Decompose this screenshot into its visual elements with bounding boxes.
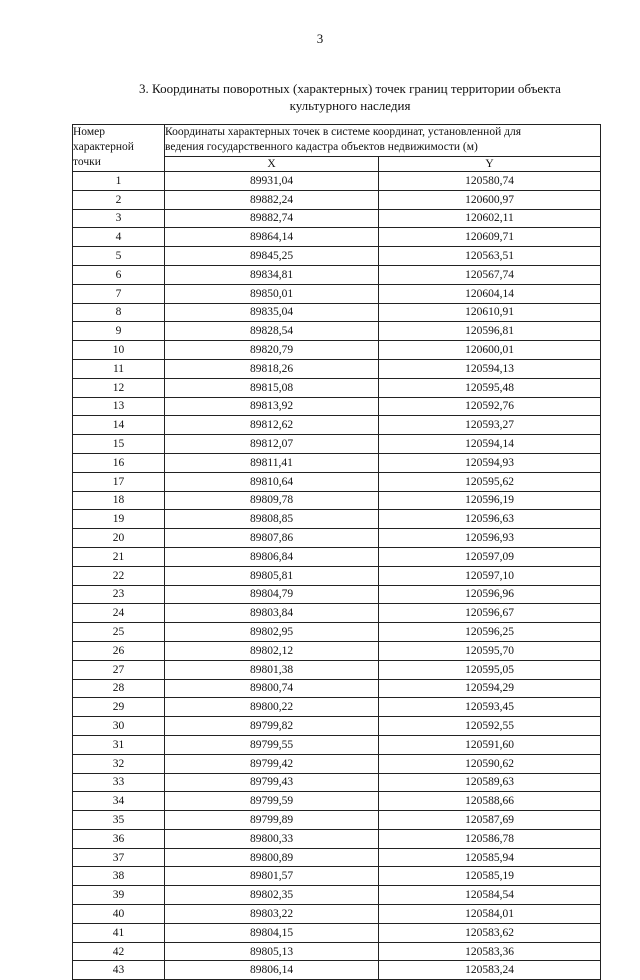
y-coordinate-cell: 120602,11: [379, 209, 601, 228]
x-coordinate-cell: 89799,59: [165, 792, 379, 811]
y-coordinate-cell: 120584,01: [379, 905, 601, 924]
x-column-header: X: [165, 156, 379, 171]
point-number-cell: 11: [73, 359, 165, 378]
y-coordinate-cell: 120580,74: [379, 172, 601, 191]
point-number-cell: 34: [73, 792, 165, 811]
point-number-cell: 17: [73, 472, 165, 491]
table-row: [73, 660, 601, 679]
table-row: [73, 923, 601, 942]
table-row: [73, 472, 601, 491]
x-coordinate-cell: 89805,13: [165, 942, 379, 961]
y-coordinate-cell: 120600,97: [379, 190, 601, 209]
table-row: [73, 961, 601, 980]
point-number-cell: 31: [73, 735, 165, 754]
y-coordinate-cell: 120583,36: [379, 942, 601, 961]
point-number-cell: 2: [73, 190, 165, 209]
table-row: [73, 247, 601, 266]
point-number-header-line-3: точки: [73, 156, 101, 168]
table-row: [73, 604, 601, 623]
point-number-cell: 4: [73, 228, 165, 247]
table-row: [73, 303, 601, 322]
point-number-cell: 7: [73, 284, 165, 303]
table-row: [73, 905, 601, 924]
point-number-cell: 3: [73, 209, 165, 228]
point-number-cell: 25: [73, 623, 165, 642]
x-coordinate-cell: 89803,22: [165, 905, 379, 924]
point-number-cell: 15: [73, 435, 165, 454]
x-coordinate-cell: 89828,54: [165, 322, 379, 341]
x-coordinate-cell: 89806,14: [165, 961, 379, 980]
y-coordinate-cell: 120593,27: [379, 416, 601, 435]
table-row: [73, 190, 601, 209]
y-column-header: Y: [379, 156, 601, 171]
table-row: [73, 209, 601, 228]
coordinates-header: [165, 125, 601, 157]
y-coordinate-cell: 120567,74: [379, 265, 601, 284]
x-coordinate-cell: 89801,57: [165, 867, 379, 886]
point-number-cell: 28: [73, 679, 165, 698]
y-coordinate-cell: 120594,93: [379, 453, 601, 472]
x-coordinate-cell: 89815,08: [165, 378, 379, 397]
y-coordinate-cell: 120596,25: [379, 623, 601, 642]
y-coordinate-cell: 120594,29: [379, 679, 601, 698]
x-coordinate-cell: 89799,55: [165, 735, 379, 754]
point-number-cell: 29: [73, 698, 165, 717]
x-coordinate-cell: 89802,95: [165, 623, 379, 642]
x-coordinate-cell: 89850,01: [165, 284, 379, 303]
table-row: [73, 322, 601, 341]
x-coordinate-cell: 89799,89: [165, 811, 379, 830]
x-coordinate-cell: 89882,74: [165, 209, 379, 228]
x-coordinate-cell: 89805,81: [165, 566, 379, 585]
y-coordinate-cell: 120587,69: [379, 811, 601, 830]
table-row: [73, 566, 601, 585]
x-coordinate-cell: 89810,64: [165, 472, 379, 491]
x-coordinate-cell: 89812,62: [165, 416, 379, 435]
section-heading-line-2: культурного наследия: [289, 98, 411, 113]
table-row: [73, 510, 601, 529]
point-number-cell: 19: [73, 510, 165, 529]
y-coordinate-cell: 120600,01: [379, 341, 601, 360]
table-row: [73, 172, 601, 191]
x-coordinate-cell: 89804,15: [165, 923, 379, 942]
table-row: [73, 641, 601, 660]
x-coordinate-cell: 89807,86: [165, 529, 379, 548]
point-number-header: [73, 125, 165, 172]
x-coordinate-cell: 89845,25: [165, 247, 379, 266]
x-coordinate-cell: 89808,85: [165, 510, 379, 529]
point-number-cell: 35: [73, 811, 165, 830]
point-number-cell: 14: [73, 416, 165, 435]
table-row: [73, 717, 601, 736]
point-number-cell: 42: [73, 942, 165, 961]
y-coordinate-cell: 120596,81: [379, 322, 601, 341]
point-number-cell: 32: [73, 754, 165, 773]
table-row: [73, 886, 601, 905]
table-row: [73, 811, 601, 830]
point-number-cell: 30: [73, 717, 165, 736]
table-row: [73, 623, 601, 642]
point-number-cell: 36: [73, 829, 165, 848]
table-row: [73, 341, 601, 360]
point-number-cell: 12: [73, 378, 165, 397]
point-number-cell: 38: [73, 867, 165, 886]
point-number-cell: 21: [73, 547, 165, 566]
x-coordinate-cell: 89800,74: [165, 679, 379, 698]
point-number-cell: 1: [73, 172, 165, 191]
point-number-cell: 16: [73, 453, 165, 472]
table-row: [73, 284, 601, 303]
table-row: [73, 491, 601, 510]
coordinates-header-line-2: ведения государственного кадастра объектов недвижимости (м): [165, 141, 478, 153]
y-coordinate-cell: 120595,62: [379, 472, 601, 491]
point-number-cell: 18: [73, 491, 165, 510]
point-number-cell: 43: [73, 961, 165, 980]
y-coordinate-cell: 120592,55: [379, 717, 601, 736]
x-coordinate-cell: 89820,79: [165, 341, 379, 360]
y-coordinate-cell: 120596,19: [379, 491, 601, 510]
x-coordinate-cell: 89813,92: [165, 397, 379, 416]
x-coordinate-cell: 89809,78: [165, 491, 379, 510]
table-row: [73, 529, 601, 548]
table-row: [73, 792, 601, 811]
x-coordinate-cell: 89835,04: [165, 303, 379, 322]
x-coordinate-cell: 89803,84: [165, 604, 379, 623]
y-coordinate-cell: 120584,54: [379, 886, 601, 905]
point-number-cell: 20: [73, 529, 165, 548]
section-heading: [70, 80, 630, 114]
table-row: [73, 378, 601, 397]
point-number-cell: 22: [73, 566, 165, 585]
table-row: [73, 265, 601, 284]
page-number: 3: [316, 31, 324, 46]
x-coordinate-cell: 89931,04: [165, 172, 379, 191]
table-row: [73, 416, 601, 435]
point-number-cell: 5: [73, 247, 165, 266]
table-row: [73, 397, 601, 416]
point-number-cell: 10: [73, 341, 165, 360]
x-coordinate-cell: 89834,81: [165, 265, 379, 284]
y-coordinate-cell: 120585,19: [379, 867, 601, 886]
y-coordinate-cell: 120588,66: [379, 792, 601, 811]
y-coordinate-cell: 120597,09: [379, 547, 601, 566]
x-coordinate-cell: 89799,82: [165, 717, 379, 736]
y-coordinate-cell: 120585,94: [379, 848, 601, 867]
table-row: [73, 754, 601, 773]
x-coordinate-cell: 89864,14: [165, 228, 379, 247]
table-body: [73, 172, 601, 980]
table-row: [73, 867, 601, 886]
y-coordinate-cell: 120593,45: [379, 698, 601, 717]
point-number-header-line-1: Номер: [73, 126, 105, 138]
section-heading-line-1: 3. Координаты поворотных (характерных) точек границ территории объекта: [139, 81, 561, 96]
x-coordinate-cell: 89811,41: [165, 453, 379, 472]
point-number-cell: 13: [73, 397, 165, 416]
y-coordinate-cell: 120597,10: [379, 566, 601, 585]
y-coordinate-cell: 120592,76: [379, 397, 601, 416]
point-number-cell: 24: [73, 604, 165, 623]
point-number-header-line-2: характерной: [73, 141, 134, 153]
y-coordinate-cell: 120596,63: [379, 510, 601, 529]
table-row: [73, 698, 601, 717]
y-coordinate-cell: 120563,51: [379, 247, 601, 266]
point-number-cell: 23: [73, 585, 165, 604]
point-number-cell: 39: [73, 886, 165, 905]
point-number-cell: 41: [73, 923, 165, 942]
y-coordinate-cell: 120596,93: [379, 529, 601, 548]
table-row: [73, 585, 601, 604]
y-coordinate-cell: 120590,62: [379, 754, 601, 773]
x-coordinate-cell: 89800,22: [165, 698, 379, 717]
table-row: [73, 359, 601, 378]
point-number-cell: 26: [73, 641, 165, 660]
y-coordinate-cell: 120595,70: [379, 641, 601, 660]
x-coordinate-cell: 89818,26: [165, 359, 379, 378]
table-row: [73, 435, 601, 454]
table-row: [73, 228, 601, 247]
coordinates-table: [72, 124, 601, 980]
table-row: [73, 773, 601, 792]
table-row: [73, 829, 601, 848]
table-row: [73, 848, 601, 867]
point-number-cell: 8: [73, 303, 165, 322]
table-row: [73, 735, 601, 754]
point-number-cell: 40: [73, 905, 165, 924]
table-row: [73, 679, 601, 698]
y-coordinate-cell: 120609,71: [379, 228, 601, 247]
y-coordinate-cell: 120595,48: [379, 378, 601, 397]
y-coordinate-cell: 120586,78: [379, 829, 601, 848]
point-number-cell: 27: [73, 660, 165, 679]
y-coordinate-cell: 120594,13: [379, 359, 601, 378]
y-coordinate-cell: 120589,63: [379, 773, 601, 792]
x-coordinate-cell: 89800,33: [165, 829, 379, 848]
x-coordinate-cell: 89802,35: [165, 886, 379, 905]
y-coordinate-cell: 120595,05: [379, 660, 601, 679]
table-header: [73, 125, 601, 172]
coordinates-header-line-1: Координаты характерных точек в системе координат, установленной для: [165, 126, 521, 138]
x-coordinate-cell: 89804,79: [165, 585, 379, 604]
y-coordinate-cell: 120610,91: [379, 303, 601, 322]
x-coordinate-cell: 89800,89: [165, 848, 379, 867]
y-coordinate-cell: 120583,62: [379, 923, 601, 942]
y-coordinate-cell: 120591,60: [379, 735, 601, 754]
x-coordinate-cell: 89799,43: [165, 773, 379, 792]
x-coordinate-cell: 89799,42: [165, 754, 379, 773]
y-coordinate-cell: 120596,67: [379, 604, 601, 623]
x-coordinate-cell: 89801,38: [165, 660, 379, 679]
y-coordinate-cell: 120583,24: [379, 961, 601, 980]
y-coordinate-cell: 120596,96: [379, 585, 601, 604]
x-coordinate-cell: 89882,24: [165, 190, 379, 209]
table-row: [73, 453, 601, 472]
point-number-cell: 6: [73, 265, 165, 284]
x-coordinate-cell: 89806,84: [165, 547, 379, 566]
point-number-cell: 33: [73, 773, 165, 792]
x-coordinate-cell: 89812,07: [165, 435, 379, 454]
y-coordinate-cell: 120604,14: [379, 284, 601, 303]
table-row: [73, 547, 601, 566]
x-coordinate-cell: 89802,12: [165, 641, 379, 660]
point-number-cell: 37: [73, 848, 165, 867]
table-row: [73, 942, 601, 961]
y-coordinate-cell: 120594,14: [379, 435, 601, 454]
point-number-cell: 9: [73, 322, 165, 341]
